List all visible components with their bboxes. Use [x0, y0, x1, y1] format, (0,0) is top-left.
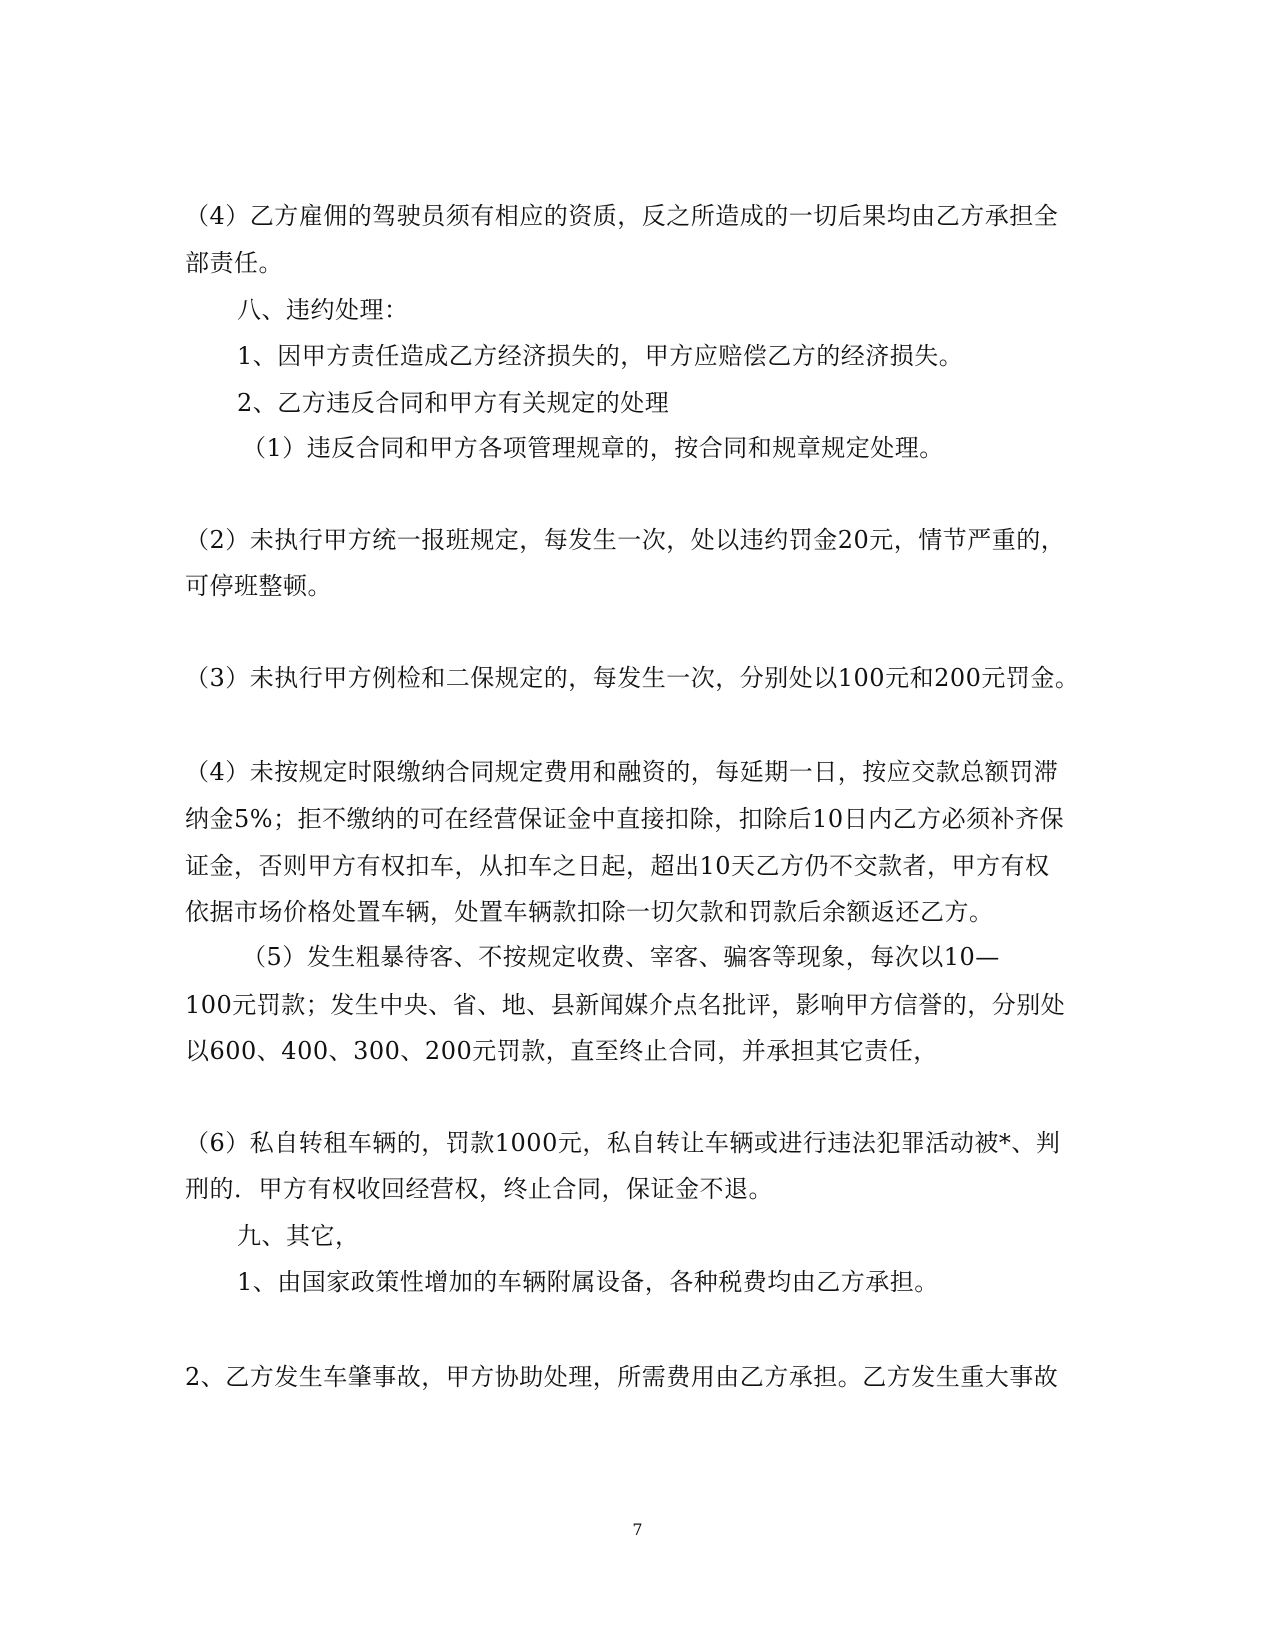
- text-line-12: 证金，否则甲方有权扣车，从扣车之日起，超出10天乙方仍不交款者，甲方有权: [185, 852, 1050, 880]
- text-line-4: 1、因甲方责任造成乙方经济损失的，甲方应赔偿乙方的经济损失。: [237, 342, 964, 370]
- text-line-20: 1、由国家政策性增加的车辆附属设备，各种税费均由乙方承担。: [237, 1268, 939, 1296]
- text-line-21: 2、乙方发生车肇事故，甲方协助处理，所需费用由乙方承担。乙方发生重大事故: [185, 1363, 1059, 1391]
- text-line-1: （4）乙方雇佣的驾驶员须有相应的资质，反之所造成的一切后果均由乙方承担全: [185, 202, 1059, 230]
- text-line-9: （3）未执行甲方例检和二保规定的，每发生一次，分别处以100元和200元罚金。: [185, 664, 1080, 692]
- text-line-15: 100元罚款；发生中央、省、地、县新闻媒介点名批评，影响甲方信誉的，分别处: [185, 991, 1066, 1019]
- text-line-10: （4）未按规定时限缴纳合同规定费用和融资的，每延期一日，按应交款总额罚滞: [185, 758, 1059, 786]
- text-line-11: 纳金5%；拒不缴纳的可在经营保证金中直接扣除，扣除后10日内乙方必须补齐保: [185, 805, 1065, 833]
- section-heading-breach: 八、违约处理：: [237, 296, 409, 324]
- text-line-7: （2）未执行甲方统一报班规定，每发生一次，处以违约罚金20元，情节严重的，: [185, 526, 1066, 554]
- text-line-2: 部责任。: [185, 249, 283, 277]
- text-line-6: （1）违反合同和甲方各项管理规章的，按合同和规章规定处理。: [242, 434, 944, 462]
- text-line-8: 可停班整顿。: [185, 572, 332, 600]
- section-heading-other: 九、其它，: [237, 1222, 360, 1250]
- text-line-14: （5）发生粗暴待客、不按规定收费、宰客、骗客等现象，每次以10—: [242, 943, 1000, 971]
- text-line-18: 刑的．甲方有权收回经营权，终止合同，保证金不退。: [185, 1175, 773, 1203]
- text-line-5: 2、乙方违反合同和甲方有关规定的处理: [237, 389, 670, 417]
- page-number: 7: [632, 1520, 643, 1539]
- text-line-16: 以600、400、300、200元罚款，直至终止合同，并承担其它责任，: [185, 1037, 938, 1065]
- text-line-13: 依据市场价格处置车辆，处置车辆款扣除一切欠款和罚款后余额返还乙方。: [185, 898, 994, 926]
- text-line-17: （6）私自转租车辆的，罚款1000元，私自转让车辆或进行违法犯罪活动被*、判: [185, 1129, 1061, 1157]
